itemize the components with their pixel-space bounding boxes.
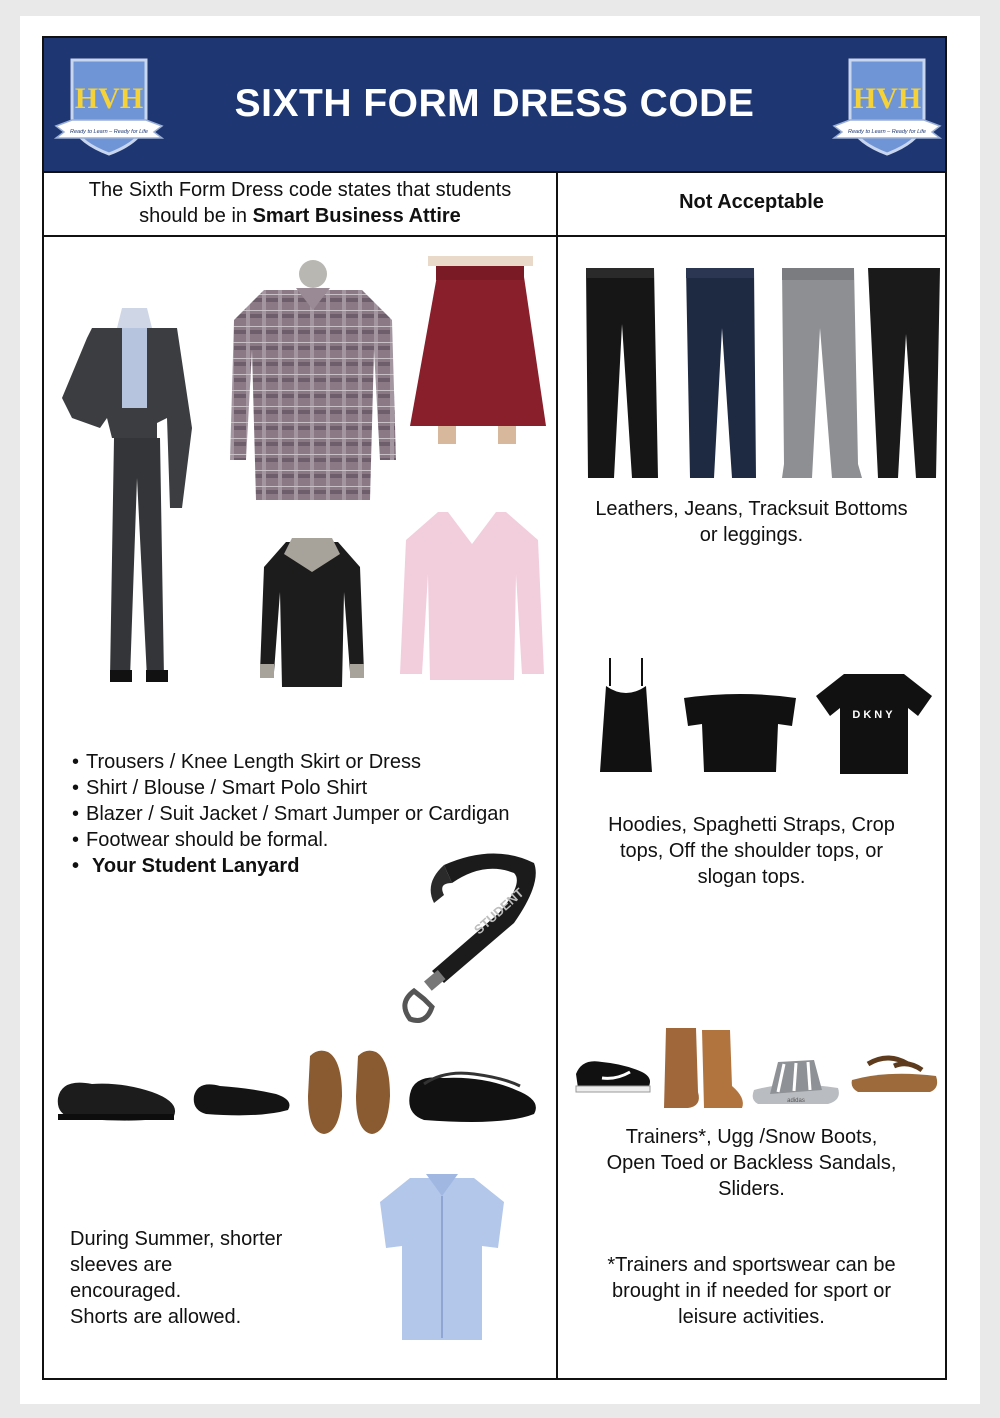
footwear-caption-line: Sliders. <box>718 1178 785 1200</box>
dress-code-page <box>20 16 980 1404</box>
trousers-caption-line: or leggings. <box>699 524 804 546</box>
rule-item-lanyard: • Your Student Lanyard <box>70 853 520 879</box>
trainer-image <box>572 1050 654 1094</box>
summer-note-line: sleeves are <box>70 1254 173 1276</box>
rule-item: • Blazer / Suit Jacket / Smart Jumper or Cardigan <box>70 801 520 827</box>
acceptable-intro <box>44 177 556 229</box>
slider-sandal-image <box>748 1054 844 1114</box>
burgundy-skirt-image <box>408 256 548 446</box>
footnote-line: *Trainers and sportswear can be <box>607 1254 896 1276</box>
short-sleeve-shirt-image <box>374 1168 510 1344</box>
off-shoulder-crop-top-image <box>680 686 800 776</box>
brown-brogues-image <box>304 1046 396 1138</box>
black-oxford-shoes-image <box>404 1064 544 1130</box>
footnote-line: leisure activities. <box>678 1306 825 1328</box>
open-toed-sandal-image <box>848 1050 940 1096</box>
tops-caption-line: tops, Off the shoulder tops, or <box>619 840 884 862</box>
summer-note-line: encouraged. <box>70 1280 182 1302</box>
spaghetti-strap-top-image <box>596 656 656 774</box>
school-logo-right <box>832 56 942 158</box>
footwear-caption-line: Open Toed or Backless Sandals, <box>606 1152 897 1174</box>
dress-code-table <box>42 36 947 1380</box>
intro-line-1: The Sixth Form Dress code states that students <box>88 179 512 201</box>
leather-trousers-image <box>580 264 660 480</box>
slogan-tshirt-image <box>814 670 934 778</box>
black-loafer-image <box>52 1058 182 1128</box>
student-lanyard-image <box>374 843 544 1025</box>
logo-motto: Ready to Learn – Ready for Life <box>848 129 926 135</box>
footwear-caption <box>558 1124 945 1202</box>
not-acceptable-heading: Not Acceptable <box>679 191 824 213</box>
tracksuit-bottoms-image <box>772 264 864 484</box>
column-headings-row <box>44 173 945 237</box>
intro-prefix: should be in <box>139 205 253 227</box>
tops-caption <box>558 812 945 890</box>
tops-caption-line: Hoodies, Spaghetti Straps, Crop <box>608 814 895 836</box>
rule-item: • Trousers / Knee Length Skirt or Dress <box>70 749 520 775</box>
summer-note-line: Shorts are allowed. <box>70 1306 242 1328</box>
rule-item: • Footwear should be formal. <box>70 827 520 853</box>
header-banner <box>44 38 945 173</box>
leggings-image <box>864 264 944 480</box>
footwear-caption-line: Trainers*, Ugg /Snow Boots, <box>625 1126 878 1148</box>
logo-text: HVH <box>74 82 144 115</box>
logo-motto: Ready to Learn – Ready for Life <box>70 129 148 135</box>
page-title: SIXTH FORM DRESS CODE <box>234 82 755 125</box>
jeans-image <box>680 264 760 480</box>
smart-business-attire: Smart Business Attire <box>252 205 461 227</box>
lanyard-print: STUDENT <box>470 885 527 938</box>
black-jumper-image <box>256 532 368 692</box>
suit-mannequin-image <box>52 278 222 688</box>
plaid-shirt-image <box>224 260 402 515</box>
logo-text: HVH <box>852 82 922 115</box>
intro-line-2 <box>44 203 556 229</box>
trousers-caption <box>558 496 945 548</box>
ugg-boots-image <box>658 1022 748 1112</box>
sportswear-footnote <box>558 1252 945 1330</box>
slider-print: adidas <box>787 1098 805 1104</box>
tops-caption-line: slogan tops. <box>697 866 806 888</box>
pink-jumper-image <box>396 504 548 684</box>
rule-item: • Shirt / Blouse / Smart Polo Shirt <box>70 775 520 801</box>
footnote-line: brought in if needed for sport or <box>611 1280 892 1302</box>
black-flat-shoe-image <box>190 1066 294 1120</box>
summer-note-line: During Summer, shorter <box>70 1228 283 1250</box>
trousers-caption-line: Leathers, Jeans, Tracksuit Bottoms <box>595 498 908 520</box>
tshirt-print: DKNY <box>852 709 896 721</box>
summer-note <box>70 1226 350 1330</box>
